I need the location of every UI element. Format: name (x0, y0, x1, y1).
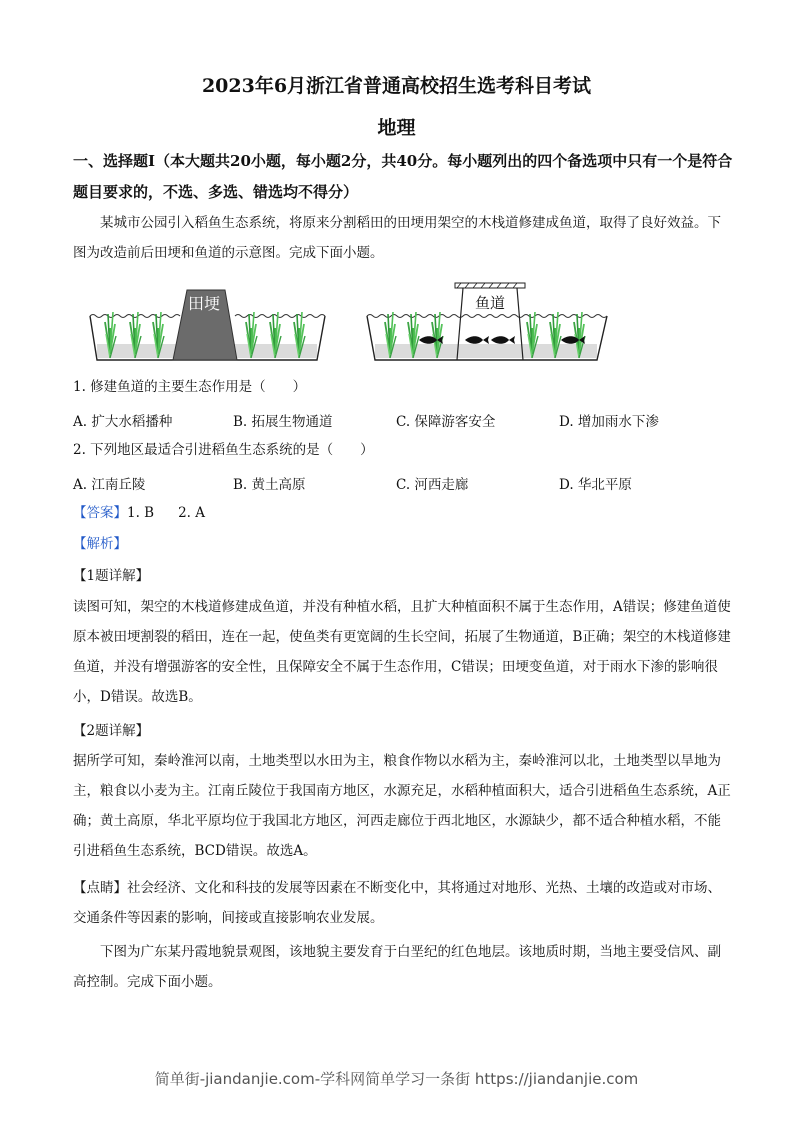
page-footer: 简单街-jiandanjie.com-学科网简单学习一条街 https://jiandanjie.com (154, 1070, 639, 1088)
detail-2-label: 【2题详解】 (73, 723, 150, 739)
tip-label: 【点睛】 (73, 880, 127, 896)
ridge-label: 田埂 (188, 294, 221, 313)
q2-option-a[interactable]: A. 江南丘陵 (73, 477, 146, 493)
q2-option-d[interactable]: D. 华北平原 (559, 477, 632, 493)
tip-text: 社会经济、文化和科技的发展等因素在不断变化中，其将通过对地形、光热、土壤的改造或对市场、交通条件等因素的影响，间接或直接影响农业发展。 (73, 880, 721, 926)
exam-title: 2023年6月浙江省普通高校招生选考科目考试 (201, 75, 592, 97)
question-2-stem: 2. 下列地区最适合引进稻鱼生态系统的是（ ） (73, 442, 374, 458)
fish-icon (491, 336, 515, 344)
detail-2-text: 据所学可知，秦岭淮河以南，土地类型以水田为主，粮食作物以水稻为主，秦岭淮河以北，土地类型以旱地为主，粮食以小麦为主。江南丘陵位于我国南方地区，水源充足，水稻种植面积大，适合引进稻鱼生态系统，A正确；黄土高原，华北平原均位于我国北方地区，河西走廊位于西北地区，水源缺少，都不适合种植水稻，不能引进稻鱼生态系统，BCD错误。故选A。 (73, 753, 731, 859)
after-diagram (367, 283, 607, 360)
subject-title: 地理 (377, 117, 416, 139)
question-1-stem: 1. 修建鱼道的主要生态作用是（ ） (73, 379, 307, 395)
ridge-fishway-figure (85, 280, 615, 365)
q1-option-c[interactable]: C. 保障游客安全 (396, 414, 496, 430)
question-1-options (73, 410, 733, 430)
fishway-label: 鱼道 (475, 294, 506, 312)
question-stem-1: 某城市公园引入稻鱼生态系统，将原来分割稻田的田埂用架空的木栈道修建成鱼道，取得了良好效益。下图为改造前后田埂和鱼道的示意图。完成下面小题。 (73, 215, 721, 261)
question-stem-2: 下图为广东某丹霞地貌景观图，该地貌主要发育于白垩纪的红色地层。该地质时期，当地主要受信风、副高控制。完成下面小题。 (73, 944, 721, 990)
q2-option-b[interactable]: B. 黄土高原 (233, 477, 306, 493)
answer-label: 【答案】 (73, 505, 127, 521)
answer-2: 2. A (178, 505, 206, 521)
question-2-options (73, 473, 733, 493)
q2-option-c[interactable]: C. 河西走廊 (396, 477, 469, 493)
answer-1: 1. B (127, 505, 155, 521)
before-diagram (90, 290, 325, 360)
q1-option-b[interactable]: B. 拓展生物通道 (233, 414, 333, 430)
detail-1-text: 读图可知，架空的木栈道修建成鱼道，并没有种植水稻，且扩大种植面积不属于生态作用，A错误；修建鱼道使原本被田埂割裂的稻田，连在一起，使鱼类有更宽阔的生长空间，拓展了生物通道，B正确；架空的木栈道修建鱼道，并没有增强游客的安全性，且保障安全不属于生态作用，C错误；田埂变鱼道，对于雨水下渗的影响很小，D错误。故选B。 (73, 599, 731, 705)
section-heading: 一、选择题Ⅰ（本大题共20小题，每小题2分，共40分。每小题列出的四个备选项中只有一个是符合题目要求的，不选、多选、错选均不得分） (73, 152, 733, 201)
analysis-label: 【解析】 (73, 536, 127, 552)
tip-paragraph (73, 873, 733, 933)
fish-icon (465, 336, 489, 344)
q1-option-d[interactable]: D. 增加雨水下渗 (559, 414, 659, 430)
answer-line (73, 498, 733, 528)
detail-1-label: 【1题详解】 (73, 568, 150, 584)
q1-option-a[interactable]: A. 扩大水稻播种 (73, 414, 173, 430)
